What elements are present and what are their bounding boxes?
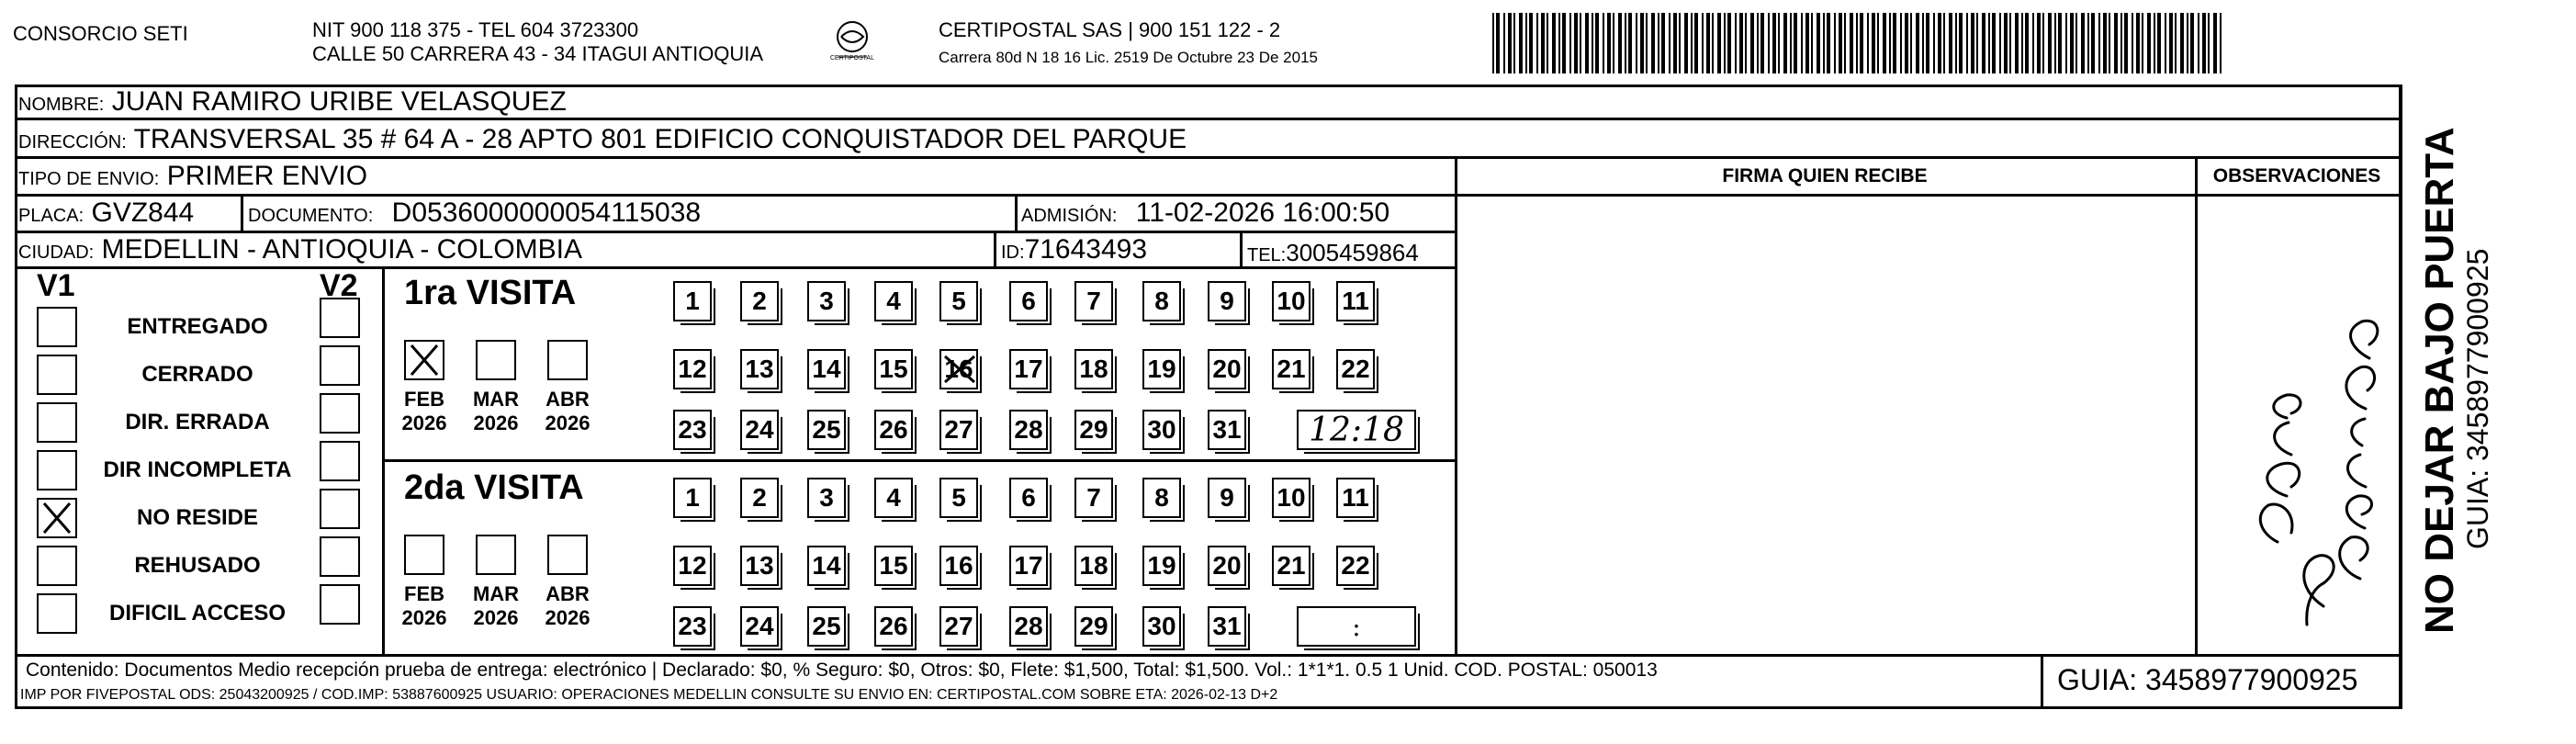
visit2-day[interactable]: 2 — [740, 478, 779, 518]
tipo-value: PRIMER ENVIO — [166, 161, 368, 191]
visit2-day[interactable]: 31 — [1208, 606, 1246, 647]
address-line: CALLE 50 CARRERA 43 - 34 ITAGUI ANTIOQUIA — [312, 42, 764, 65]
status-label: NO RESIDE — [136, 505, 259, 530]
v1-checkbox[interactable] — [37, 450, 77, 490]
visit2-day[interactable]: 9 — [1208, 478, 1246, 518]
visit1-day[interactable]: 26 — [874, 410, 913, 450]
v2-checkbox[interactable] — [320, 298, 360, 338]
visit2-day[interactable]: 6 — [1009, 478, 1048, 518]
v2-checkbox[interactable] — [320, 345, 360, 386]
placa-label: PLACA: — [18, 206, 84, 226]
visit1-day[interactable]: 1 — [673, 281, 712, 321]
visit2-day[interactable]: 11 — [1336, 478, 1375, 518]
contenido-text: Contenido: Documentos Medio recepción prueba de entrega: electrónico | Declarado: $0, % Seguro: $0, Otros: $0, Flete: $1,500, Total: $1,500. Vol.: 1*1*1. 0.5 1 Unid. COD. POSTAL: 050013 — [26, 659, 1658, 681]
v2-header: V2 — [320, 268, 358, 303]
nombre-value: JUAN RAMIRO URIBE VELASQUEZ — [111, 86, 567, 117]
visit1-day[interactable]: 24 — [740, 410, 779, 450]
admision-label: ADMISIÓN: — [1021, 206, 1118, 226]
v1-header: V1 — [37, 268, 75, 303]
visit1-day[interactable]: 6 — [1009, 281, 1048, 321]
visit2-day[interactable]: 16 — [939, 546, 978, 586]
visit2-day[interactable]: 23 — [673, 606, 712, 647]
certipostal-logo — [825, 18, 880, 72]
visit2-day[interactable]: 12 — [673, 546, 712, 586]
visit1-time-box[interactable]: 12:18 — [1297, 410, 1416, 450]
ciudad-row — [18, 234, 582, 268]
status-label: DIFICIL ACCESO — [108, 601, 286, 626]
visit1-month-checkbox[interactable] — [547, 340, 588, 380]
tipo-row — [18, 161, 367, 195]
ciudad-value: MEDELLIN - ANTIOQUIA - COLOMBIA — [101, 234, 583, 265]
visit1-day[interactable]: 11 — [1336, 281, 1375, 321]
visit2-month-label: MAR 2026 — [472, 582, 520, 629]
visit2-day[interactable]: 21 — [1272, 546, 1310, 586]
visit2-month-checkbox[interactable] — [547, 535, 588, 575]
documento-label: DOCUMENTO: — [248, 206, 374, 226]
v1-checkbox[interactable] — [37, 402, 77, 443]
visit1-day[interactable]: 10 — [1272, 281, 1310, 321]
tel-value: 3005459864 — [1286, 239, 1419, 266]
visit1-day[interactable]: 4 — [874, 281, 913, 321]
visit1-month-label: MAR 2026 — [472, 388, 520, 434]
visit1-day[interactable]: 8 — [1142, 281, 1181, 321]
visit1-day[interactable]: 15 — [874, 349, 913, 389]
tel-row — [1247, 237, 1419, 271]
no-dejar-warning: NO DEJAR BAJO PUERTA — [2417, 127, 2462, 634]
visit2-month-label: ABR 2026 — [545, 582, 591, 629]
visit2-day[interactable]: 15 — [874, 546, 913, 586]
v2-checkbox[interactable] — [320, 536, 360, 577]
side-guia: GUIA: 3458977900925 — [2461, 248, 2494, 549]
visit2-month-checkbox[interactable] — [404, 535, 444, 575]
visit1-day[interactable]: 19 — [1142, 349, 1181, 389]
visit1-day[interactable]: 7 — [1074, 281, 1113, 321]
visit1-day[interactable]: 20 — [1208, 349, 1246, 389]
v1-checkbox[interactable] — [37, 307, 77, 347]
observaciones-header: OBSERVACIONES — [2212, 165, 2381, 186]
visit1-day[interactable]: 2 — [740, 281, 779, 321]
visit2-day[interactable]: 29 — [1074, 606, 1113, 647]
visit1-day[interactable]: 21 — [1272, 349, 1310, 389]
visit2-time-box[interactable]: : — [1297, 606, 1416, 647]
visit2-day[interactable]: 17 — [1009, 546, 1048, 586]
visit2-day[interactable]: 4 — [874, 478, 913, 518]
visit1-day[interactable]: 13 — [740, 349, 779, 389]
direccion-row — [18, 124, 1187, 158]
v2-checkbox[interactable] — [320, 393, 360, 434]
v1-checkbox[interactable] — [37, 546, 77, 586]
v1-checkbox[interactable] — [37, 355, 77, 395]
visit1-day[interactable]: 9 — [1208, 281, 1246, 321]
visit1-day[interactable]: 14 — [807, 349, 846, 389]
visit2-day[interactable]: 20 — [1208, 546, 1246, 586]
visit1-month-checkbox[interactable] — [404, 340, 444, 380]
placa-value: GVZ844 — [91, 197, 195, 228]
visit1-day[interactable]: 23 — [673, 410, 712, 450]
visit2-day[interactable]: 5 — [939, 478, 978, 518]
visit2-day[interactable]: 13 — [740, 546, 779, 586]
visit1-month-label: ABR 2026 — [545, 388, 591, 434]
id-row — [1001, 234, 1147, 268]
admision-row — [1021, 197, 1389, 231]
visit2-day[interactable]: 24 — [740, 606, 779, 647]
v2-checkbox[interactable] — [320, 441, 360, 481]
tel-label: TEL: — [1247, 245, 1287, 265]
status-label: REHUSADO — [134, 553, 261, 578]
visit2-day[interactable]: 26 — [874, 606, 913, 647]
firma-header: FIRMA QUIEN RECIBE — [1722, 165, 1928, 186]
visit1-day[interactable]: 5 — [939, 281, 978, 321]
visit1-month-label: FEB 2026 — [401, 388, 447, 434]
nombre-row — [18, 86, 567, 120]
visit1-day[interactable]: 17 — [1009, 349, 1048, 389]
status-label: ENTREGADO — [127, 314, 268, 339]
visit1-day[interactable]: 16 — [939, 349, 978, 389]
visit1-day[interactable]: 12 — [673, 349, 712, 389]
visit1-day[interactable]: 22 — [1336, 349, 1375, 389]
status-label: DIR. ERRADA — [125, 410, 270, 434]
ciudad-label: CIUDAD: — [18, 242, 95, 263]
admision-value: 11-02-2026 16:00:50 — [1135, 197, 1390, 228]
v2-checkbox[interactable] — [320, 584, 360, 625]
visit2-month-checkbox[interactable] — [476, 535, 516, 575]
documento-value: D0536000000054115038 — [391, 197, 702, 228]
visit2-day[interactable]: 28 — [1009, 606, 1048, 647]
visit2-day[interactable]: 8 — [1142, 478, 1181, 518]
visit2-day[interactable]: 14 — [807, 546, 846, 586]
placa-row — [18, 197, 194, 231]
visit1-day[interactable]: 3 — [807, 281, 846, 321]
handwritten-observation — [2204, 239, 2397, 634]
visit1-day[interactable]: 29 — [1074, 410, 1113, 450]
visit1-day[interactable]: 18 — [1074, 349, 1113, 389]
visit1-day[interactable]: 28 — [1009, 410, 1048, 450]
v1-checkbox[interactable] — [37, 498, 77, 538]
carrier-address: Carrera 80d N 18 16 Lic. 2519 De Octubre 23 De 2015 — [939, 49, 1318, 66]
visit2-day[interactable]: 18 — [1074, 546, 1113, 586]
barcode — [1492, 13, 2227, 77]
tipo-label: TIPO DE ENVIO: — [18, 169, 160, 189]
visit2-day[interactable]: 3 — [807, 478, 846, 518]
visit1-title: 1ra VISITA — [404, 274, 577, 312]
id-value: 71643493 — [1024, 234, 1148, 265]
v2-checkbox[interactable] — [320, 489, 360, 529]
logo-text: CERTIPOSTAL — [830, 55, 874, 62]
status-label: DIR INCOMPLETA — [103, 457, 292, 482]
nit-line: NIT 900 118 375 - TEL 604 3723300 — [312, 18, 639, 41]
status-label: CERRADO — [141, 362, 253, 387]
visit2-month-label: FEB 2026 — [401, 582, 447, 629]
company-name: CONSORCIO SETI — [13, 22, 188, 45]
v1-checkbox[interactable] — [37, 593, 77, 634]
visit2-day[interactable]: 10 — [1272, 478, 1310, 518]
visit2-day[interactable]: 27 — [939, 606, 978, 647]
id-label: ID: — [1001, 242, 1025, 263]
documento-row — [248, 197, 701, 231]
visit2-day[interactable]: 25 — [807, 606, 846, 647]
carrier-line: CERTIPOSTAL SAS | 900 151 122 - 2 — [939, 18, 1281, 41]
visit2-day[interactable]: 7 — [1074, 478, 1113, 518]
direccion-label: DIRECCIÓN: — [18, 132, 127, 152]
visit2-day[interactable]: 22 — [1336, 546, 1375, 586]
visit1-day[interactable]: 25 — [807, 410, 846, 450]
nombre-label: NOMBRE: — [18, 95, 105, 115]
visit2-day[interactable]: 1 — [673, 478, 712, 518]
visit2-day[interactable]: 30 — [1142, 606, 1181, 647]
direccion-value: TRANSVERSAL 35 # 64 A - 28 APTO 801 EDIFICIO CONQUISTADOR DEL PARQUE — [133, 124, 1187, 154]
visit1-day[interactable]: 27 — [939, 410, 978, 450]
imp-text: IMP POR FIVEPOSTAL ODS: 25043200925 / COD.IMP: 53887600925 USUARIO: OPERACIONES MEDELLIN CONSULTE SU ENVIO EN: CERTIPOSTAL.COM SOBRE ETA: 2026-02-13 D+2 — [20, 687, 1278, 703]
visit1-day[interactable]: 30 — [1142, 410, 1181, 450]
visit1-day[interactable]: 31 — [1208, 410, 1246, 450]
visit2-title: 2da VISITA — [404, 468, 584, 507]
visit1-month-checkbox[interactable] — [476, 340, 516, 380]
visit2-day[interactable]: 19 — [1142, 546, 1181, 586]
footer-guia: GUIA: 3458977900925 — [2057, 663, 2358, 696]
